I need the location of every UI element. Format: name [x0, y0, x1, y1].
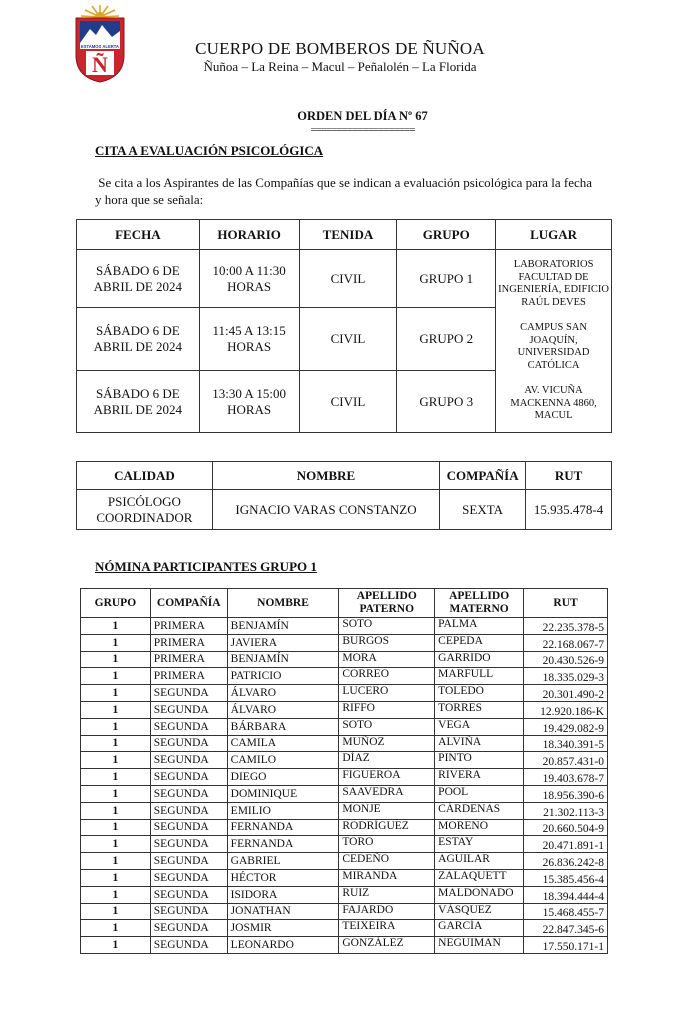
- participant-nombre: JONATHAN: [227, 903, 339, 920]
- participant-rut: 22.168.067-7: [524, 634, 608, 651]
- participant-rut: 20.471.891-1: [524, 836, 608, 853]
- participant-grupo: 1: [81, 752, 151, 769]
- participant-rut: 15.385.456-4: [524, 869, 608, 886]
- header-fecha: FECHA: [77, 220, 200, 250]
- schedule-grupo: GRUPO 2: [397, 308, 496, 371]
- participant-grupo: 1: [81, 735, 151, 752]
- participant-nombre: JAVIERA: [227, 634, 339, 651]
- participant-apellido-paterno: MUÑOZ: [339, 735, 435, 752]
- participant-row: [81, 785, 608, 802]
- participant-apellido-materno: ESTAY: [435, 836, 524, 853]
- participant-rut: 20.660.504-9: [524, 819, 608, 836]
- participant-apellido-paterno: MORA: [339, 651, 435, 668]
- participant-nombre: ÁLVARO: [227, 701, 339, 718]
- header-compania: COMPAÑÍA: [440, 462, 526, 490]
- participants-table: [80, 588, 608, 954]
- participant-rut: 18.340.391-5: [524, 735, 608, 752]
- participant-row: [81, 886, 608, 903]
- lugar-line-1: LABORATORIOS FACULTAD DE INGENIERÍA, EDIFICIO RAÚL DEVES: [498, 259, 609, 308]
- participant-apellido-paterno: FAJARDO: [339, 903, 435, 920]
- participant-rut: 18.394.444-4: [524, 886, 608, 903]
- section-heading-evaluation: CITA A EVALUACIÓN PSICOLÓGICA: [95, 143, 324, 158]
- participants-header-row: [81, 589, 608, 618]
- participant-apellido-paterno: DÍAZ: [339, 752, 435, 769]
- header-tenida: TENIDA: [299, 220, 397, 250]
- participant-nombre: CAMILA: [227, 735, 339, 752]
- participant-row: [81, 920, 608, 937]
- participant-apellido-materno: AGUILAR: [435, 853, 524, 870]
- header-lugar: LUGAR: [496, 220, 612, 250]
- schedule-horario: 10:00 A 11:30 HORAS: [199, 250, 299, 308]
- participant-row: [81, 668, 608, 685]
- participant-compania: SEGUNDA: [150, 853, 227, 870]
- participant-rut: 18.956.390-6: [524, 785, 608, 802]
- participant-row: [81, 937, 608, 954]
- participant-compania: SEGUNDA: [150, 819, 227, 836]
- coordinator-calidad: PSICÓLOGO COORDINADOR: [77, 490, 213, 530]
- participant-compania: SEGUNDA: [150, 685, 227, 702]
- participant-apellido-materno: NEGUIMAN: [435, 937, 524, 954]
- participant-grupo: 1: [81, 685, 151, 702]
- coordinator-table: [76, 461, 612, 530]
- participant-apellido-paterno: RODRÍGUEZ: [339, 819, 435, 836]
- participant-nombre: GABRIEL: [227, 853, 339, 870]
- participant-compania: SEGUNDA: [150, 785, 227, 802]
- participant-apellido-materno: TORRES: [435, 701, 524, 718]
- participant-nombre: DIEGO: [227, 769, 339, 786]
- header-apellido-materno: APELLIDO MATERNO: [435, 589, 524, 618]
- header-apellido-paterno: APELLIDO PATERNO: [339, 589, 435, 618]
- participant-nombre: HÉCTOR: [227, 869, 339, 886]
- coordinator-nombre: IGNACIO VARAS CONSTANZO: [212, 490, 439, 530]
- header-nombre: NOMBRE: [212, 462, 439, 490]
- participant-grupo: 1: [81, 920, 151, 937]
- participant-row: [81, 718, 608, 735]
- header-rut: RUT: [526, 462, 612, 490]
- participant-apellido-materno: ALVIÑA: [435, 735, 524, 752]
- header-horario: HORARIO: [199, 220, 299, 250]
- order-title-rule: ====================: [310, 124, 415, 136]
- crest-letter: Ñ: [92, 52, 108, 77]
- schedule-horario: 11:45 A 13:15 HORAS: [199, 308, 299, 371]
- participant-rut: 20.430.526-9: [524, 651, 608, 668]
- participant-row: [81, 836, 608, 853]
- participant-grupo: 1: [81, 937, 151, 954]
- participant-compania: PRIMERA: [150, 651, 227, 668]
- participant-rut: 20.857.431-0: [524, 752, 608, 769]
- organization-title: CUERPO DE BOMBEROS DE ÑUÑOA: [195, 39, 485, 58]
- participant-row: [81, 618, 608, 635]
- participant-compania: SEGUNDA: [150, 802, 227, 819]
- schedule-row: [77, 250, 612, 308]
- participant-rut: 18.335.029-3: [524, 668, 608, 685]
- schedule-grupo: GRUPO 1: [397, 250, 496, 308]
- participant-compania: SEGUNDA: [150, 903, 227, 920]
- participant-row: [81, 819, 608, 836]
- participant-apellido-paterno: CORREO: [339, 668, 435, 685]
- participant-rut: 12.920.186-K: [524, 701, 608, 718]
- participant-apellido-materno: CEPEDA: [435, 634, 524, 651]
- schedule-fecha: SÁBADO 6 DE ABRIL DE 2024: [77, 371, 200, 433]
- schedule-header-row: [77, 220, 612, 250]
- participant-grupo: 1: [81, 668, 151, 685]
- participant-nombre: DOMINIQUE: [227, 785, 339, 802]
- participant-nombre: PATRICIO: [227, 668, 339, 685]
- participant-nombre: FERNANDA: [227, 836, 339, 853]
- participant-rut: 19.429.082-9: [524, 718, 608, 735]
- header-grupo: GRUPO: [397, 220, 496, 250]
- participant-row: [81, 903, 608, 920]
- participant-nombre: EMILIO: [227, 802, 339, 819]
- participant-compania: SEGUNDA: [150, 735, 227, 752]
- order-title: ORDEN DEL DÍA Nº 67: [297, 109, 428, 123]
- participant-nombre: LEONARDO: [227, 937, 339, 954]
- participant-rut: 20.301.490-2: [524, 685, 608, 702]
- participant-compania: SEGUNDA: [150, 718, 227, 735]
- header-calidad: CALIDAD: [77, 462, 213, 490]
- participant-row: [81, 769, 608, 786]
- participant-compania: PRIMERA: [150, 634, 227, 651]
- participant-rut: 19.403.678-7: [524, 769, 608, 786]
- participant-apellido-paterno: TEIXEIRA: [339, 920, 435, 937]
- participant-grupo: 1: [81, 701, 151, 718]
- participant-row: [81, 685, 608, 702]
- lugar-line-2: CAMPUS SAN JOAQUÍN, UNIVERSIDAD CATÓLICA: [517, 322, 590, 371]
- participant-grupo: 1: [81, 819, 151, 836]
- coordinator-rut: 15.935.478-4: [526, 490, 612, 530]
- participant-nombre: BENJAMÍN: [227, 618, 339, 635]
- participant-apellido-paterno: CEDEÑO: [339, 853, 435, 870]
- participant-apellido-materno: PALMA: [435, 618, 524, 635]
- header-compania: COMPAÑÍA: [150, 589, 227, 618]
- participant-grupo: 1: [81, 853, 151, 870]
- participant-grupo: 1: [81, 634, 151, 651]
- participant-compania: SEGUNDA: [150, 752, 227, 769]
- participant-rut: 22.847.345-6: [524, 920, 608, 937]
- participant-compania: SEGUNDA: [150, 869, 227, 886]
- participant-grupo: 1: [81, 886, 151, 903]
- participant-grupo: 1: [81, 836, 151, 853]
- schedule-horario: 13:30 A 15:00 HORAS: [199, 371, 299, 433]
- participant-apellido-paterno: RIFFO: [339, 701, 435, 718]
- participant-row: [81, 869, 608, 886]
- participant-grupo: 1: [81, 869, 151, 886]
- participant-rut: 21.302.113-3: [524, 802, 608, 819]
- participant-grupo: 1: [81, 651, 151, 668]
- participant-compania: PRIMERA: [150, 618, 227, 635]
- schedule-tenida: CIVIL: [299, 371, 397, 433]
- participant-nombre: ISIDORA: [227, 886, 339, 903]
- participant-apellido-paterno: MONJE: [339, 802, 435, 819]
- participant-row: [81, 802, 608, 819]
- participant-apellido-materno: CÁRDENAS: [435, 802, 524, 819]
- participant-compania: SEGUNDA: [150, 920, 227, 937]
- participant-row: [81, 634, 608, 651]
- participant-grupo: 1: [81, 718, 151, 735]
- coordinator-compania: SEXTA: [440, 490, 526, 530]
- participant-apellido-materno: GARCÍA: [435, 920, 524, 937]
- participant-apellido-materno: MARFULL: [435, 668, 524, 685]
- participant-grupo: 1: [81, 769, 151, 786]
- crest-motto: ESTAMOS ALERTA: [80, 43, 120, 49]
- schedule-fecha: SÁBADO 6 DE ABRIL DE 2024: [77, 308, 200, 371]
- participant-apellido-materno: ZALAQUETT: [435, 869, 524, 886]
- participant-nombre: BÁRBARA: [227, 718, 339, 735]
- schedule-fecha: SÁBADO 6 DE ABRIL DE 2024: [77, 250, 200, 308]
- participant-row: [81, 853, 608, 870]
- schedule-table: [76, 219, 612, 433]
- participant-apellido-paterno: SAAVEDRA: [339, 785, 435, 802]
- participant-apellido-paterno: SOTO: [339, 618, 435, 635]
- participant-nombre: CAMILO: [227, 752, 339, 769]
- participant-compania: SEGUNDA: [150, 937, 227, 954]
- participant-apellido-materno: PINTO: [435, 752, 524, 769]
- participant-apellido-materno: VÁSQUEZ: [435, 903, 524, 920]
- participant-grupo: 1: [81, 618, 151, 635]
- participant-nombre: BENJAMÍN: [227, 651, 339, 668]
- participant-row: [81, 651, 608, 668]
- participant-grupo: 1: [81, 785, 151, 802]
- participant-compania: SEGUNDA: [150, 886, 227, 903]
- participant-compania: SEGUNDA: [150, 701, 227, 718]
- participant-row: [81, 752, 608, 769]
- coordinator-row: [77, 490, 612, 530]
- participant-nombre: JOSMIR: [227, 920, 339, 937]
- participant-apellido-paterno: MIRANDA: [339, 869, 435, 886]
- participant-apellido-paterno: TORO: [339, 836, 435, 853]
- schedule-grupo: GRUPO 3: [397, 371, 496, 433]
- schedule-tenida: CIVIL: [299, 250, 397, 308]
- participant-apellido-materno: RIVERA: [435, 769, 524, 786]
- header-nombre: NOMBRE: [227, 589, 339, 618]
- participant-apellido-paterno: FIGUEROA: [339, 769, 435, 786]
- participant-apellido-materno: GARRIDO: [435, 651, 524, 668]
- participants-body: [81, 618, 608, 954]
- schedule-lugar: [496, 250, 612, 433]
- participant-apellido-materno: TOLEDO: [435, 685, 524, 702]
- participant-row: [81, 735, 608, 752]
- participant-apellido-paterno: RUIZ: [339, 886, 435, 903]
- header-rut: RUT: [524, 589, 608, 618]
- participant-row: [81, 701, 608, 718]
- participant-apellido-paterno: BURGOS: [339, 634, 435, 651]
- participant-rut: 22.235.378-5: [524, 618, 608, 635]
- participant-nombre: ÁLVARO: [227, 685, 339, 702]
- organization-subtitle: Ñuñoa – La Reina – Macul – Peñalolén – La Florida: [203, 59, 477, 74]
- schedule-tenida: CIVIL: [299, 308, 397, 371]
- lugar-line-3: AV. VICUÑA MACKENNA 4860, MACUL: [510, 385, 597, 422]
- participant-apellido-paterno: LUCERO: [339, 685, 435, 702]
- participant-rut: 26.836.242-8: [524, 853, 608, 870]
- participant-compania: PRIMERA: [150, 668, 227, 685]
- participant-apellido-paterno: SOTO: [339, 718, 435, 735]
- intro-text: Se cita a los Aspirantes de las Compañías que se indican a evaluación psicológica para la fecha y hora que se señala:: [95, 175, 593, 207]
- participant-grupo: 1: [81, 903, 151, 920]
- participant-compania: SEGUNDA: [150, 836, 227, 853]
- participant-nombre: FERNANDA: [227, 819, 339, 836]
- header-grupo: GRUPO: [81, 589, 151, 618]
- participant-apellido-materno: POOL: [435, 785, 524, 802]
- participant-apellido-materno: MALDONADO: [435, 886, 524, 903]
- participant-compania: SEGUNDA: [150, 769, 227, 786]
- intro-paragraph: [95, 174, 595, 208]
- participant-apellido-materno: MORENO: [435, 819, 524, 836]
- coordinator-header-row: [77, 462, 612, 490]
- participant-apellido-materno: VEGA: [435, 718, 524, 735]
- participant-rut: 15.468.455-7: [524, 903, 608, 920]
- participant-grupo: 1: [81, 802, 151, 819]
- participant-apellido-paterno: GONZÁLEZ: [339, 937, 435, 954]
- section-heading-participants: NÓMINA PARTICIPANTES GRUPO 1: [95, 559, 317, 574]
- fire-department-crest: [72, 3, 128, 83]
- participant-rut: 17.550.171-1: [524, 937, 608, 954]
